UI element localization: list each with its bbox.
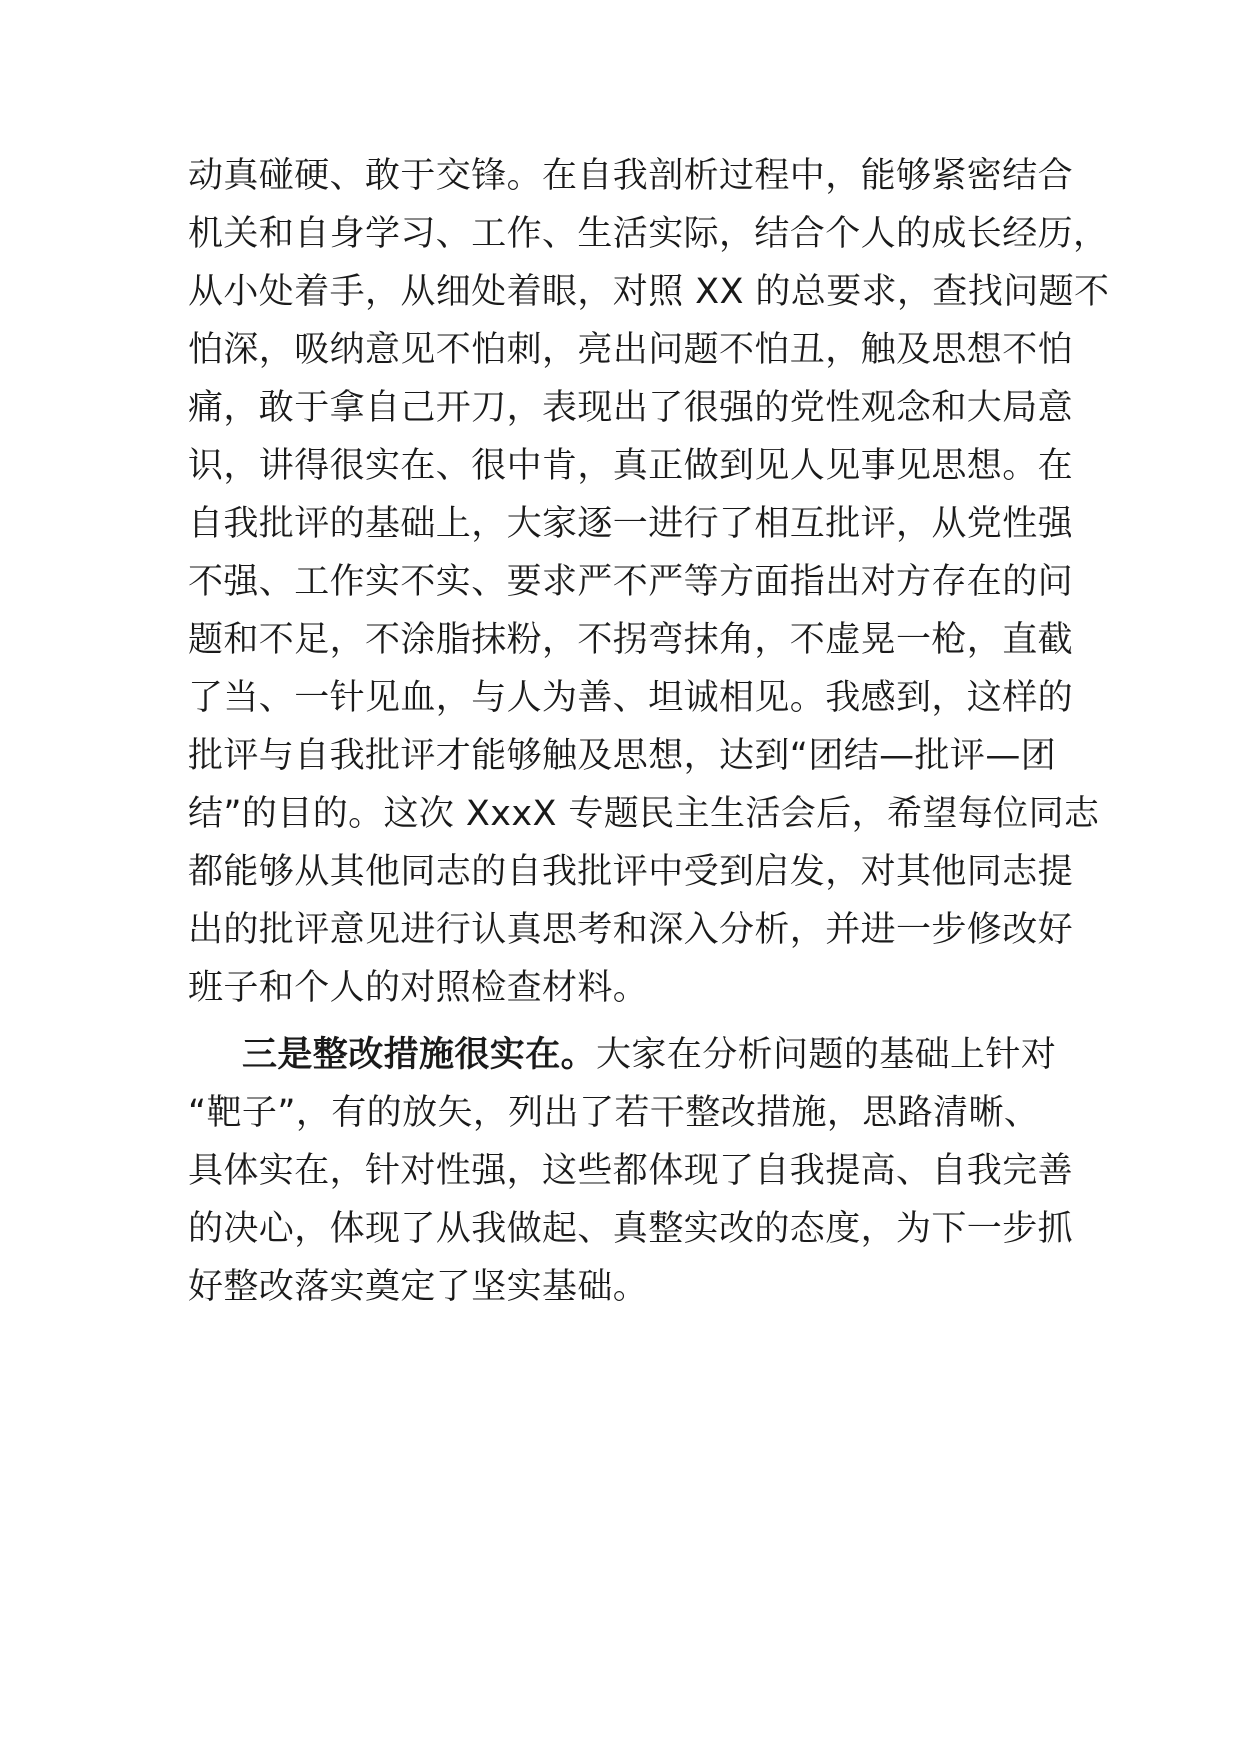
paragraph-2-line-3: 具体实在，针对性强，这些都体现了自我提高、自我完善 <box>188 1151 1074 1191</box>
paragraph-1-line-12: 结”的目的。这次 XxxX 专题民主生活会后，希望每位同志 <box>188 794 1100 834</box>
paragraph-2-line-4: 的决心，体现了从我做起、真整实改的态度，为下一步抓 <box>188 1209 1074 1249</box>
paragraph-1-line-3: 从小处着手，从细处着眼，对照 XX 的总要求，查找问题不 <box>188 272 1110 312</box>
paragraph-2-line-5: 好整改落实奠定了坚实基础。 <box>188 1267 649 1307</box>
paragraph-1-line-6: 识，讲得很实在、很中肯，真正做到见人见事见思想。在 <box>188 446 1074 486</box>
paragraph-1-line-15: 班子和个人的对照检查材料。 <box>188 968 649 1008</box>
paragraph-2-line-1 <box>242 1033 1056 1077</box>
paragraph-2-line-2: “靶子”，有的放矢，列出了若干整改措施，思路清晰、 <box>188 1093 1040 1133</box>
paragraph-1-line-1: 动真碰硬、敢于交锋。在自我剖析过程中，能够紧密结合 <box>188 156 1074 196</box>
paragraph-1-line-4: 怕深，吸纳意见不怕刺，亮出问题不怕丑，触及思想不怕 <box>188 330 1074 370</box>
paragraph-1-line-11: 批评与自我批评才能够触及思想，达到“团结—批评—团 <box>188 736 1057 776</box>
paragraph-1-line-10: 了当、一针见血，与人为善、坦诚相见。我感到，这样的 <box>188 678 1074 718</box>
paragraph-1-line-14: 出的批评意见进行认真思考和深入分析，并进一步修改好 <box>188 910 1074 950</box>
paragraph-1-line-8: 不强、工作实不实、要求严不严等方面指出对方存在的问 <box>188 562 1074 602</box>
paragraph-1-line-2: 机关和自身学习、工作、生活实际，结合个人的成长经历， <box>188 214 1109 254</box>
paragraph-1-line-7: 自我批评的基础上，大家逐一进行了相互批评，从党性强 <box>188 504 1074 544</box>
paragraph-1-line-5: 痛，敢于拿自己开刀，表现出了很强的党性观念和大局意 <box>188 388 1074 428</box>
paragraph-2-lead: 三是整改措施很实在。 <box>242 1035 597 1075</box>
paragraph-1-line-13: 都能够从其他同志的自我批评中受到启发，对其他同志提 <box>188 852 1074 892</box>
paragraph-2-first-line-rest: 大家在分析问题的基础上针对 <box>596 1035 1057 1075</box>
paragraph-1-line-9: 题和不足，不涂脂抹粉，不拐弯抹角，不虚晃一枪，直截 <box>188 620 1074 660</box>
